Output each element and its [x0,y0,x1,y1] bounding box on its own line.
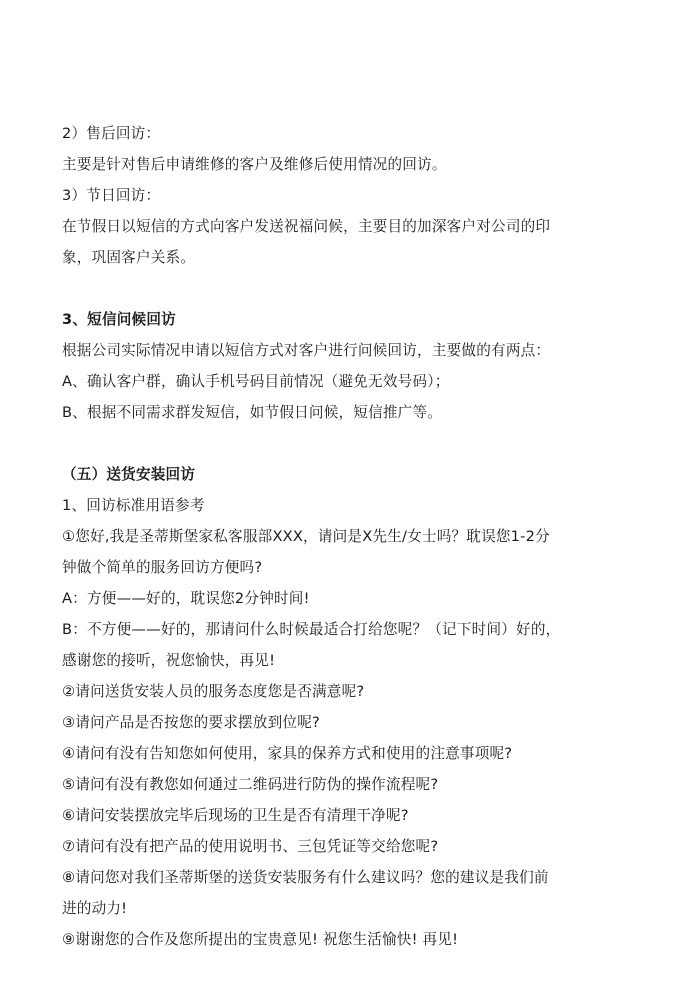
paragraph: 象，巩固客户关系。 [62,249,196,266]
paragraph: 主要是针对售后申请维修的客户及维修后使用情况的回访。 [62,156,447,173]
paragraph: 在节假日以短信的方式向客户发送祝福问候，主要目的加深客户对公司的印 [62,218,551,235]
paragraph: A：方便——好的，耽误您2分钟时间! [62,590,310,607]
document-body [62,118,622,955]
paragraph-spacer [62,273,622,304]
paragraph: 3）节日回访： [62,187,161,204]
paragraph: ⑤请问有没有教您如何通过二维码进行防伪的操作流程呢? [62,776,439,793]
paragraph: ②请问送货安装人员的服务态度您是否满意呢? [62,683,365,700]
paragraph: 进的动力! [62,900,128,917]
paragraph: B、根据不同需求群发短信，如节假日问候，短信推广等。 [62,404,443,421]
paragraph: 根据公司实际情况申请以短信方式对客户进行问候回访，主要做的有两点： [62,342,551,359]
paragraph: ①您好,我是圣蒂斯堡家私客服部XXX，请问是X先生/女士吗？耽误您1-2分 [62,528,550,545]
section-heading-sms-followup: 3、短信问候回访 [62,311,176,328]
paragraph-spacer [62,428,622,459]
paragraph: 1、回访标准用语参考 [62,497,205,514]
paragraph: 2）售后回访： [62,125,161,142]
paragraph: ④请问有没有告知您如何使用，家具的保养方式和使用的注意事项呢? [62,745,513,762]
paragraph: ⑥请问安装摆放完毕后现场的卫生是否有清理干净呢? [62,807,409,824]
section-heading-delivery-followup: （五）送货安装回访 [62,466,196,483]
paragraph: A、确认客户群，确认手机号码目前情况（避免无效号码）； [62,373,450,390]
paragraph: 钟做个简单的服务回访方便吗? [62,559,263,576]
paragraph: 感谢您的接听，祝您愉快，再见! [62,652,276,669]
paragraph: B：不方便——好的，那请问什么时候最适合打给您呢？（记下时间）好的， [62,621,561,638]
paragraph: ③请问产品是否按您的要求摆放到位呢? [62,714,320,731]
paragraph: ⑦请问有没有把产品的使用说明书、三包凭证等交给您呢? [62,838,439,855]
paragraph: ⑧请问您对我们圣蒂斯堡的送货安装服务有什么建议吗？您的建议是我们前 [62,869,549,886]
paragraph: ⑨谢谢您的合作及您所提出的宝贵意见! 祝您生活愉快! 再见! [62,931,459,948]
